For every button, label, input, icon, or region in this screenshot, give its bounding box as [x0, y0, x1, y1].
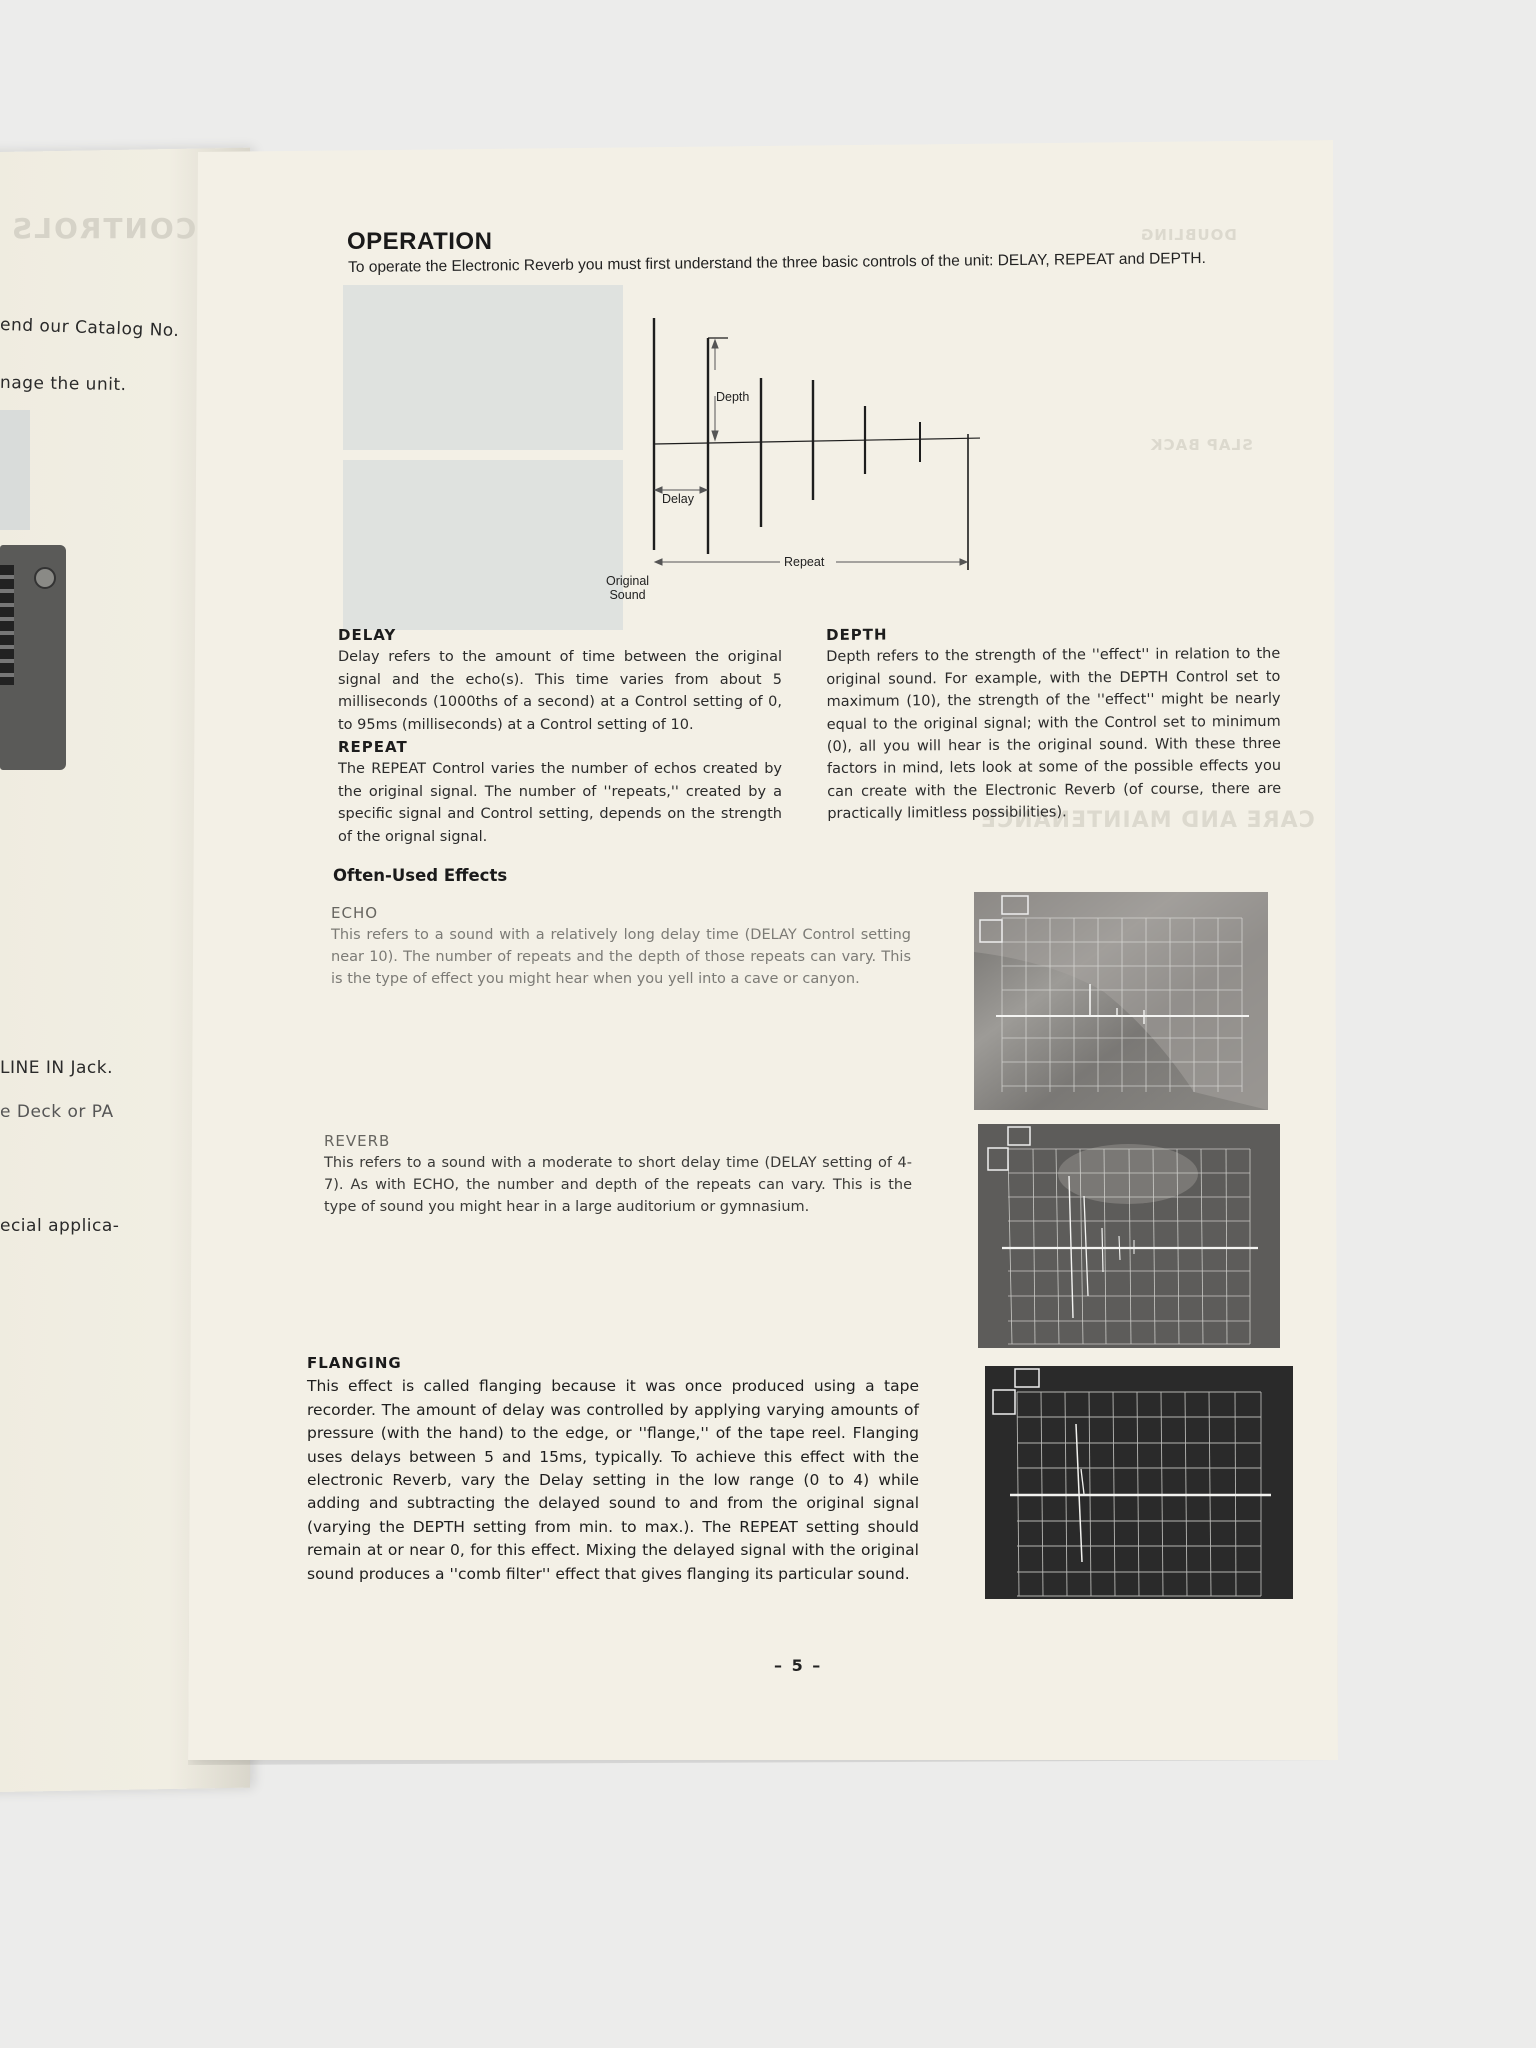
page-number: – 5 –: [774, 1656, 823, 1675]
depth-heading: DEPTH: [826, 625, 888, 644]
delay-repeat-column: [338, 624, 782, 848]
effect-echo-body: This refers to a sound with a relatively long delay time (DELAY Control setting near 10). The number of repeats and the depth of those repeats can vary. This is the type of effect you might hear when you yell into a cave or canyon.: [331, 927, 911, 987]
effect-flanging-body: This effect is called flanging because it was once produced using a tape recorder. The amount of delay was controlled by applying varying amounts of pressure (with the hand) to the edge, or ''flange,'' of the tape reel. Flanging uses delays between 5 and 15ms, typically. To achieve this effect with the electronic Reverb, vary the Delay setting in the low range (0 to 4) while adding and subtracting the delayed sound to and from the original signal (varying the DEPTH setting from min. to max.). The REPEAT setting should remain at or near 0, for this effect. Mixing the delayed signal with the original sound produces a ''comb filter'' effect that gives flanging its particular sound.: [307, 1377, 919, 1583]
diagram-label-sound: Sound: [609, 588, 646, 602]
left-page-fragment: end our Catalog No.: [0, 314, 180, 342]
effects-section-heading: Often-Used Effects: [333, 866, 508, 885]
effect-flanging-heading: FLANGING: [307, 1354, 402, 1372]
left-page-fragment: LINE IN Jack.: [0, 1058, 114, 1078]
page-title: OPERATION: [347, 228, 493, 255]
left-page-fragment: e Deck or PA: [0, 1102, 114, 1122]
effect-reverb-body: This refers to a sound with a moderate to short delay time (DELAY setting of 4-7). As with ECHO, the number and depth of the repeats can vary. This is the type of sound you might hear in a large auditorium or gymnasium.: [324, 1155, 912, 1215]
effect-echo: [331, 902, 911, 990]
bleed-through-heading: DOUBLING: [1140, 226, 1237, 244]
repeat-heading: REPEAT: [338, 738, 408, 757]
depth-body: Depth refers to the strength of the ''effect'' in relation to the original sound. For example, with the DEPTH Control set to maximum (10), the strength of the ''effect'' might be nearly equal to the original signal; with the Control set to minimum (0), all you will hear is the original sound. With these three factors in mind, lets look at some of the possible effects you can create with the Electronic Reverb (of course, there are practically limitless possibilities).: [826, 646, 1282, 823]
effect-echo-heading: ECHO: [331, 904, 379, 922]
diagram-label-original: Original: [606, 574, 650, 588]
intro-paragraph: To operate the Electronic Reverb you must first understand the three basic controls of the unit: DELAY, REPEAT and DEPTH.: [348, 250, 1206, 276]
effect-flanging: [307, 1352, 919, 1586]
diagram-label-original-sound: [606, 574, 649, 602]
diagram-label-repeat: Repeat: [784, 555, 825, 569]
oscilloscope-photo-echo: [974, 892, 1268, 1110]
left-page-fragment: ecial applica-: [0, 1216, 120, 1236]
repeat-body: The REPEAT Control varies the number of echos created by the original signal. The number of ''repeats,'' created by a specific signal and Control setting, depends on the strength of the orignal signal.: [338, 761, 782, 845]
bleed-through-image: [343, 460, 623, 630]
delay-heading: DELAY: [338, 626, 397, 644]
effect-reverb: [324, 1130, 912, 1218]
oscilloscope-photo-reverb: [978, 1124, 1280, 1348]
left-page-fragment: nage the unit.: [0, 372, 127, 396]
diagram-label-depth: Depth: [716, 390, 750, 404]
depth-column: [826, 621, 1281, 826]
left-page-ghost-heading: CONTROLS: [10, 212, 197, 245]
diagram-label-delay: Delay: [662, 492, 694, 506]
bleed-through-image: [343, 285, 623, 450]
bleed-through-heading: CARE AND MAINTENANCE: [980, 808, 1315, 833]
bleed-through-heading: SLAP BACK: [1150, 436, 1253, 454]
delay-repeat-depth-diagram: [600, 310, 980, 610]
effect-reverb-heading: REVERB: [324, 1132, 391, 1150]
oscilloscope-photo-flanging: [985, 1366, 1293, 1599]
delay-body: Delay refers to the amount of time between the original signal and the echo(s). This time varies from about 5 milliseconds (1000ths of a second) at a Control setting of 0, to 95ms (milliseconds) at a Control setting of 10.: [338, 649, 782, 733]
